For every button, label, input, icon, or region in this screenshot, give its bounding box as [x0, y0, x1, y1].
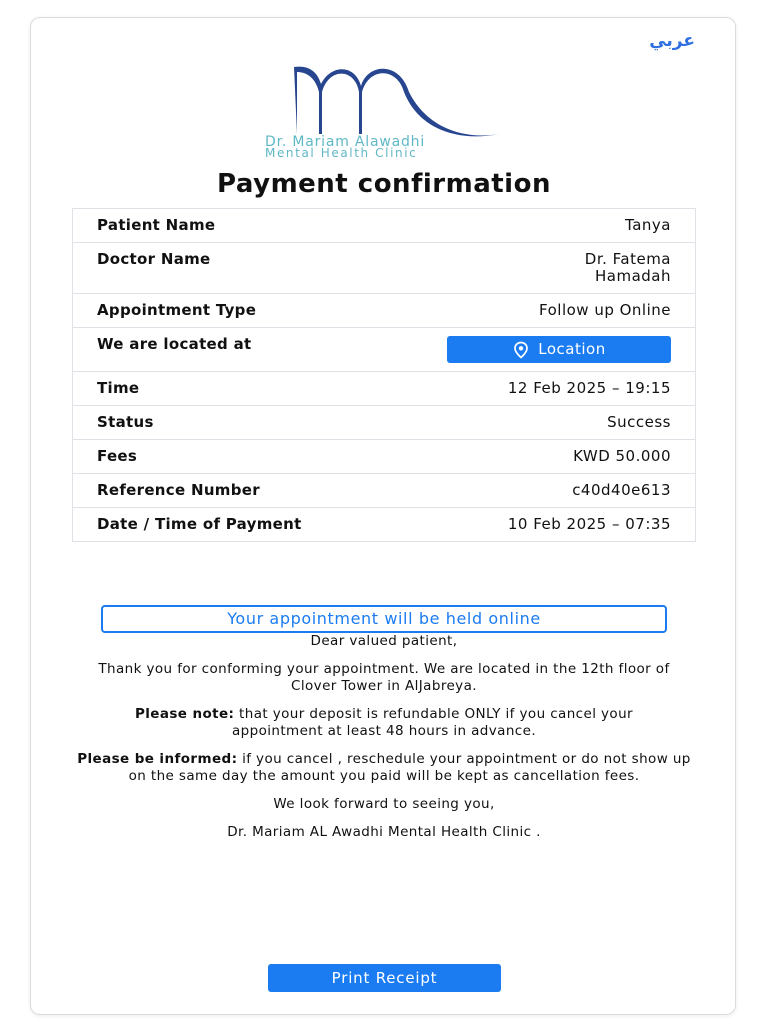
row-label: Fees [73, 440, 422, 474]
appointment-time-value: 12 Feb 2025 – 19:15 [507, 379, 671, 397]
greeting-text: Dear valued patient, [310, 633, 458, 649]
row-label: We are located at [73, 328, 422, 372]
page-title: Payment confirmation [217, 169, 551, 199]
row-value [421, 328, 696, 372]
location-pin-icon [512, 341, 530, 359]
table-row [73, 294, 696, 328]
cancellation-note-text: if you cancel , reschedule your appointment or do not show up on the same day the amount you paid will be kept as cancellation fees. [128, 751, 691, 784]
cancellation-note [71, 751, 697, 785]
location-button[interactable] [447, 336, 671, 363]
refund-note-text: that your deposit is refundable ONLY if you cancel your appointment at least 48 hours in advance. [231, 706, 633, 739]
row-value [421, 243, 696, 294]
confirmation-card [30, 17, 736, 1015]
table-row [73, 474, 696, 508]
row-value [421, 508, 696, 542]
table-row [73, 372, 696, 406]
row-label: Patient Name [73, 209, 422, 243]
table-row [73, 209, 696, 243]
closing-text: We look forward to seeing you, [273, 796, 495, 812]
table-row [73, 243, 696, 294]
row-label: Time [73, 372, 422, 406]
payment-date-value: 10 Feb 2025 – 07:35 [507, 515, 671, 533]
row-value [421, 372, 696, 406]
table-row [73, 440, 696, 474]
fees-value: KWD 50.000 [421, 440, 696, 474]
reference-number-value: c40d40e613 [421, 474, 696, 508]
refund-note [71, 706, 697, 740]
location-button-label: Location [538, 340, 606, 358]
signature-text: Dr. Mariam AL Awadhi Mental Health Clinic . [227, 824, 541, 840]
table-row [73, 328, 696, 372]
row-label: Appointment Type [73, 294, 422, 328]
logo-clinic-subtitle: Mental Health Clinic [265, 146, 418, 160]
patient-message [71, 633, 697, 852]
payment-date-label: Date / Time of Payment [97, 515, 302, 533]
row-label: Reference Number [73, 474, 422, 508]
thanks-text: Thank you for conforming your appointment. We are located in the 12th floor of Clover Tower in AlJabreya. [98, 661, 670, 694]
print-receipt-button[interactable]: Print Receipt [268, 964, 501, 992]
row-label [73, 508, 422, 542]
doctor-name-value: Dr. Fatema Hamadah [584, 250, 671, 285]
cancellation-note-label: Please be informed: [77, 751, 238, 767]
table-row [73, 406, 696, 440]
row-value: Tanya [421, 209, 696, 243]
refund-note-label: Please note: [134, 706, 235, 722]
status-value: Success [421, 406, 696, 440]
row-value: Follow up Online [421, 294, 696, 328]
language-switch-link[interactable]: عربي [649, 31, 695, 51]
row-label: Doctor Name [73, 243, 422, 294]
details-table [72, 208, 696, 542]
table-row [73, 508, 696, 542]
online-appointment-notice: Your appointment will be held online [101, 605, 667, 633]
logo-clinic-name: Dr. Mariam Alawadhi [265, 134, 426, 150]
row-label: Status [73, 406, 422, 440]
